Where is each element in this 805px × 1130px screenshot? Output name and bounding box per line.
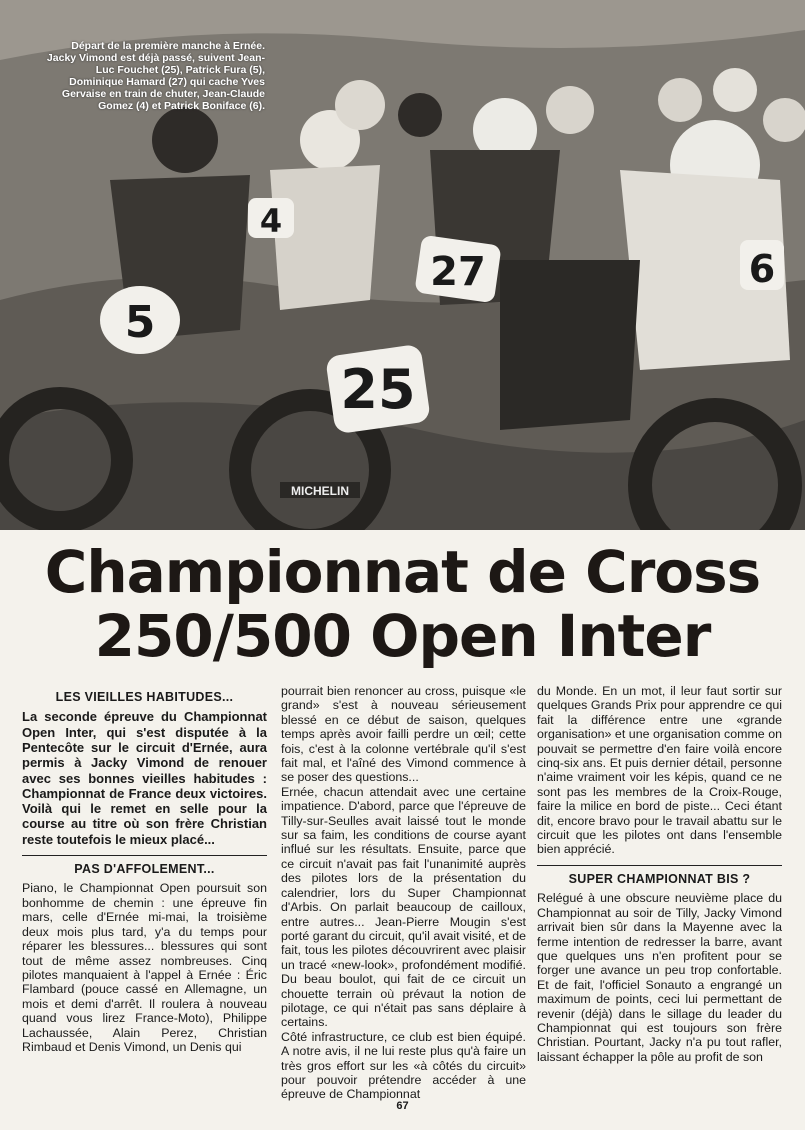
photo-caption: Départ de la première manche à Ernée. Jacky Vimond est déjà passé, suivent Jean-Luc Fouchet (25), Patrick Fura (5), Dominique Hamard (27) qui cache Yves Gervaise en train de chuter, Jean-Claude Gomez (4) et Patrick Boniface (6). — [46, 40, 265, 112]
plate-27: 27 — [430, 249, 486, 295]
column-3 — [537, 684, 782, 1064]
paragraph-infrastructure: Côté infrastructure, ce club est bien équipé. A notre avis, il ne lui reste plus qu'à faire un très gros effort sur les «à côtés du circuit» pour pouvoir prétendre accéder à une épreuve de Championnat — [281, 1029, 526, 1102]
section-heading-pas-d-affolement: PAS D'AFFOLEMENT... — [74, 862, 215, 877]
paragraph-monde: du Monde. En un mot, il leur faut sortir sur quelques Grands Prix pour apprendre ce qui fait la différence entre une «grande organisation» et une organisation comme on pouvait se permettre d'en faire voilà encore cinq-six ans. Et puis dernier détail, personne n'aime vraiment voir les képis, quand ce ne sont pas les membres de la Croix-Rouge, faire la milice en bord de piste... Ceci étant dit, encore bravo pour le travail abattu sur le circuit que les pilotes ont dans l'ensemble bien apprécié. — [537, 684, 782, 857]
plate-5: 5 — [124, 297, 156, 348]
tyre-michelin-text: MICHELIN — [291, 484, 349, 498]
article-lead: La seconde épreuve du Championnat Open Inter, qui s'est disputée à la Pentecôte sur le circuit d'Ernée, aura permis à Jacky Vimond de renouer avec ses bonnes vieilles habitudes : Championnat de France deux victoires. Voilà qui le remet en selle pour la course au titre où son frère Christian reste toutefois le mieux placé... — [22, 709, 267, 847]
page-number: 67 — [396, 1100, 409, 1112]
plate-25: 25 — [340, 358, 416, 421]
section-heading-vieilles-habitudes: LES VIEILLES HABITUDES... — [55, 690, 234, 704]
race-start-photo — [0, 0, 805, 530]
column-2 — [281, 684, 526, 1102]
paragraph-relegue: Relégué à une obscure neuvième place du Championnat au soir de Tilly, Jacky Vimond arrivait bien sûr dans la Mayenne avec la ferme intention de redresser la barre, avant que quelques uns n'en profitent pour se forger une avance un peu trop confortable. Et de fait, l'officiel Sonauto a engrangé un maximum de points, ceci lui permettant de revenir (déjà) dans le sillage du leader du Championnat qui est toujours son frère Christian. Pourtant, Jacky n'a pu tout rafler, laissant échapper la pôle au profit de son — [537, 891, 782, 1064]
paragraph-piano: Piano, le Championnat Open poursuit son bonhomme de chemin : une épreuve fin mars, celle d'Ernée mi-mai, la troisième deux mois plus tard, y'a du temps pour réparer les blessures... blessures qui sont tout de même assez nombreuses. Cinq pilotes manquaient à l'appel à Ernée : Éric Flambard (pouce cassé en Allemagne, un mois et demi d'arrêt. Il roulera à nouveau quand vous lirez France-Moto), Philippe Lachaussée, Alain Perez, Christian Rimbaud et Denis Vimond, un Denis qui — [22, 881, 267, 1054]
paragraph-ernee: Ernée, chacun attendait avec une certaine impatience. D'abord, parce que l'épreuve de Tilly-sur-Seulles avait laissé tout le monde sur sa faim, les conditions de course ayant influé sur les résultats. Ensuite, parce que ce circuit n'avait pas fait l'unanimité auprès des pilotes lors de la présentation du calendrier, lors du Super Championnat d'Arbis. On parlait beaucoup de cailloux, entre autres... Jean-Pierre Mougin s'est porté garant du circuit, qu'il avait visité, et de fait, tous les pilotes découvrirent avec plaisir un tracé «new-look», profondément modifié. Du beau boulot, qui fait de ce circuit un chouette terrain où prévaut la notion de pilotage, ce qui n'était pas sans déplaire à certains. — [281, 784, 526, 1030]
section-heading-super-championnat-bis: SUPER CHAMPIONNAT BIS ? — [568, 871, 751, 886]
column-1 — [22, 684, 267, 1054]
article-title — [0, 540, 805, 668]
title-line-2: 250/500 Open Inter — [94, 602, 711, 670]
title-line-1: Championnat de Cross — [44, 538, 761, 606]
paragraph-renoncer: pourrait bien renoncer au cross, puisque «le grand» s'est à nouveau sérieusement blessé en ce début de saison, quelques temps après avoir failli perdre un œil; cette fois, c'est à la colonne vertébrale qu'il s'est fait mal, et l'aîné des Vimond commence à se poser des questions... — [281, 684, 526, 785]
plate-6: 6 — [748, 247, 776, 291]
plate-4: 4 — [259, 202, 283, 240]
